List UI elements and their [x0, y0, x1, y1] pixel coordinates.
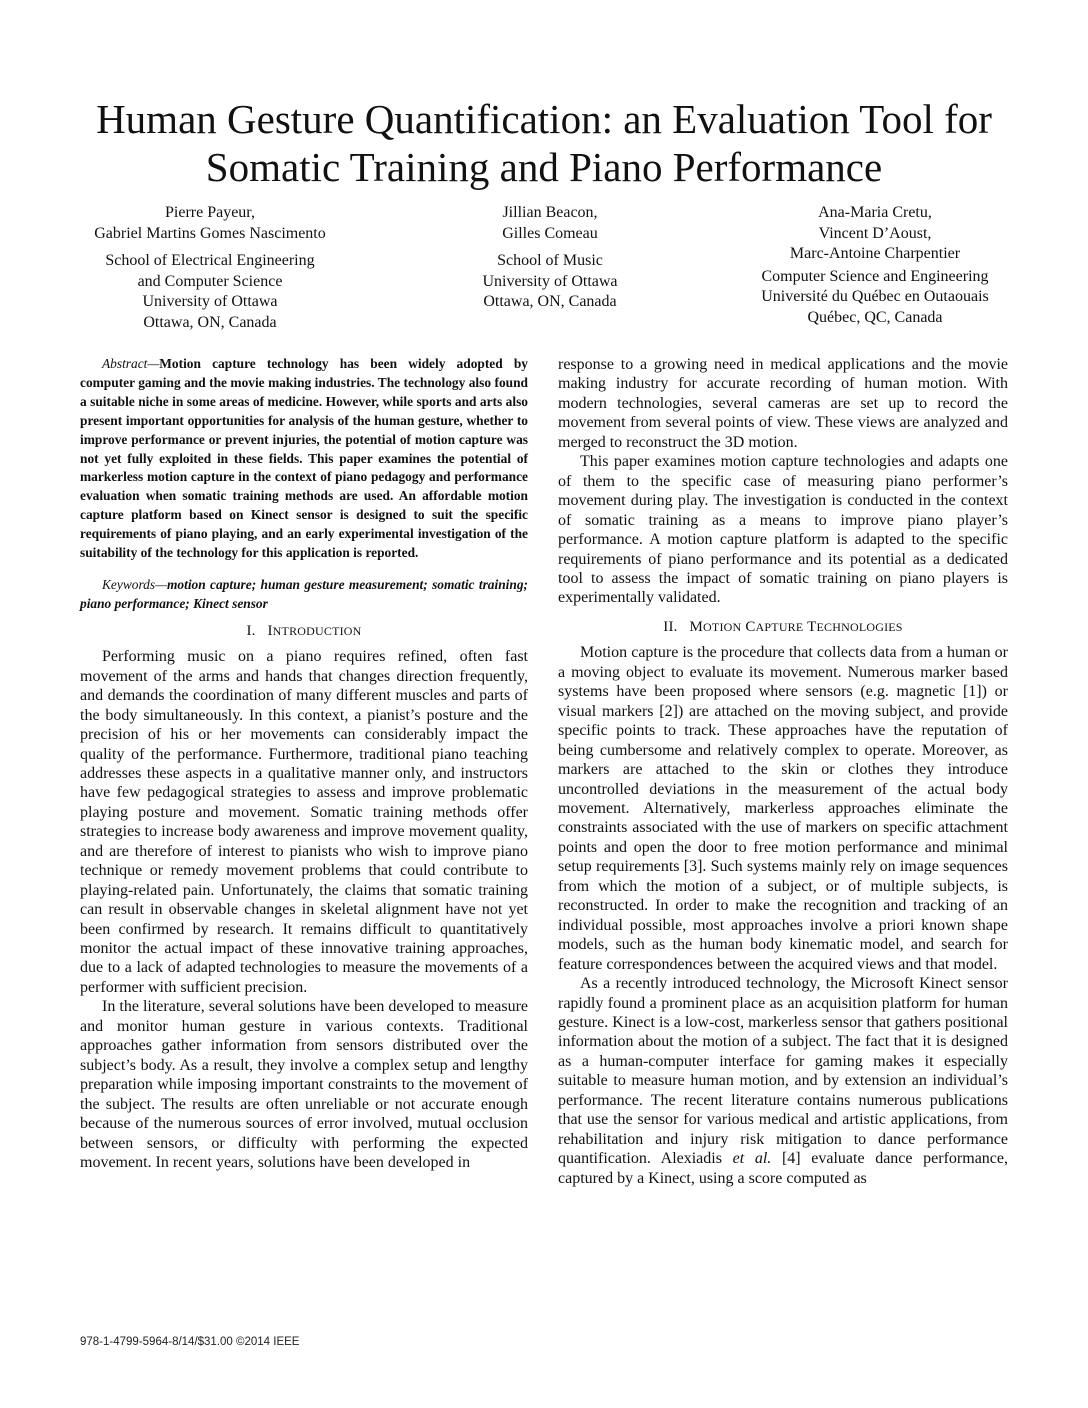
author-name: Marc-Antoine Charpentier	[789, 245, 961, 262]
section-title-rest: APTURE	[755, 619, 804, 634]
author-name: Ana-Maria Cretu,	[818, 204, 932, 221]
body-paragraph: This paper examines motion capture technologies and adapts one of them to the specific case of measuring piano performer’s movement during play. The investigation is conducted in the context of somatic training as a means to improve piano player’s performance. A motion capture platform is adapted to the specific requirements of piano performance and its potential as a dedicated tool to assess the impact of somatic training on piano players is experimentally validated.	[558, 453, 1008, 607]
affiliation-line: and Computer Science	[137, 272, 283, 290]
body-paragraph: In the literature, several solutions have been developed to measure and monitor human gesture in various contexts. Traditional approaches gather information from sensors distributed over the subject’s body. As a result, they involve a complex setup and lengthy preparation while imposing important constraints to the movement of the subject. The results are often unreliable or not accurate enough because of the numerous sources of error involved, mutual occlusion between sensors, or difficulty with performing the expected movement. In recent years, solutions have been developed in	[80, 998, 528, 1172]
section-heading	[80, 622, 528, 641]
section-title-rest: OTION	[703, 619, 742, 634]
body-paragraph: Motion capture is the procedure that collects data from a human or a moving object to evaluate its movement. Numerous marker based systems have been proposed where sensors (e.g. magnetic [1]) or visual markers [2]) are attached on the moving subject, and provide specific points to track. These approaches have the reputation of being cumbersome and relatively complex to operate. Moreover, as markers are attached to the skin or clothes they introduce uncontrolled deviations in the measurement of the actual body movement. Alternatively, markerless approaches eliminate the constraints associated with the use of markers on specific attachment points and open the door to free motion performance and minimal setup requirements [3]. Such systems mainly rely on image sequences from which the motion of a subject, or of multiple subjects, is reconstructed. In order to make the recognition and tracking of an individual possible, most approaches involve a priori known shape models, such as the human body kinematic model, and search for feature correspondences between the acquired views and that model.	[558, 644, 1008, 973]
body-paragraph: Performing music on a piano requires refined, often fast movement of the arms and hands that changes direction frequently, and demands the coordination of many different muscles and parts of the body simultaneously. In this context, a pianist’s posture and the precision of his or her movements can considerably impact the quality of the performance. Furthermore, traditional piano teaching addresses these aspects in a qualitative manner only, and instructors have few pedagogical strategies to assess and improve problematic playing posture and movement. Somatic training methods offer strategies to increase body awareness and improve movement quality, and are therefore of interest to pianists who wish to improve piano technique or remedy movement problems that could contribute to playing-related pain. Unfortunately, the claims that somatic training can result in observable changes in skeletal alignment have not yet been confirmed by research. It remains difficult to quantitatively monitor the actual impact of these innovative training approaches, due to a lack of adapted technologies to measure the movements of a performer with sufficient precision.	[80, 648, 528, 996]
section-heading	[558, 618, 1008, 637]
section-title-rest: NTRODUCTION	[272, 623, 362, 638]
section-title-initial: M	[689, 618, 704, 635]
abstract	[80, 355, 528, 563]
paragraph-text: As a recently introduced technology, the Microsoft Kinect sensor rapidly found a prominent place as an acquisition platform for human gesture. Kinect is a low-cost, markerless sensor that gathers positional information about the motion of a subject. The fact that it is designed as a human-computer interface for gaming makes it especially suitable to measure human motion, and by extension an individual’s performance. The recent literature contains numerous publications that use the sensor for various medical and artistic applications, from rehabilitation and injury risk mitigation to dance performance quantification. Alexiadis	[558, 975, 1008, 1168]
author-names	[60, 203, 360, 244]
author-names	[720, 203, 1030, 265]
author-name: Jillian Beacon,	[502, 204, 598, 221]
section-numeral: II.	[663, 618, 678, 635]
author-block	[420, 203, 680, 313]
copyright-footer: 978-1-4799-5964-8/14/$31.00 ©2014 IEEE	[80, 1336, 300, 1348]
affiliation-line: School of Music	[497, 252, 603, 269]
author-affiliation	[720, 267, 1030, 329]
author-block	[720, 203, 1030, 328]
author-list	[0, 203, 1088, 343]
section-title-initial: I	[267, 622, 273, 639]
author-names	[420, 203, 680, 244]
body-paragraph	[558, 974, 1008, 1188]
affiliation-line: Québec, QC, Canada	[807, 308, 943, 326]
paragraph-text: [4] evaluate dance performance, captured by a Kinect, using a score computed as	[558, 1150, 1009, 1187]
affiliation-line: Computer Science and Engineering	[761, 267, 989, 285]
left-column	[80, 355, 528, 1172]
keywords	[80, 576, 528, 614]
keywords-lead: Keywords—	[102, 576, 167, 592]
section-numeral: I.	[246, 622, 256, 639]
abstract-text: Motion capture technology has been widely adopted by computer gaming and the movie making industries. The technology also found a suitable niche in some areas of medicine. However, while sports and arts also present important opportunities for analysis of the human gesture, whether to improve performance or prevent injuries, the potential of motion capture was not yet fully exploited in these fields. This paper examines the potential of markerless motion capture in the context of piano pedagogy and performance evaluation when somatic training methods are used. An affordable motion capture platform based on Kinect sensor is designed to suit the specific requirements of piano playing, and an early experimental investigation of the suitability of the technology for this application is reported.	[80, 356, 528, 561]
paper-title: Human Gesture Quantification: an Evaluation Tool for Somatic Training and Piano Performance	[96, 96, 992, 190]
author-name: Vincent D’Aoust,	[818, 224, 932, 242]
citation-etal: et al.	[732, 1150, 772, 1168]
body-paragraph: response to a growing need in medical applications and the movie making industry for accurate recording of human motion. With modern technologies, several cameras are set up to record the movement from several points of view. These views are analyzed and merged to reconstruct the 3D motion.	[558, 356, 1008, 451]
author-block	[60, 203, 360, 333]
author-affiliation	[420, 251, 680, 313]
affiliation-line: Université du Québec en Outaouais	[761, 288, 989, 305]
keywords-text: motion capture; human gesture measurement; somatic training; piano performance; Kinect sensor	[80, 576, 528, 611]
author-affiliation	[60, 251, 360, 333]
author-name: Pierre Payeur,	[165, 204, 255, 221]
abstract-lead: Abstract—	[102, 356, 160, 371]
section-title-initial: T	[807, 618, 817, 635]
affiliation-line: Ottawa, ON, Canada	[483, 293, 617, 310]
author-name: Gilles Comeau	[502, 224, 598, 242]
affiliation-line: University of Ottawa	[142, 293, 278, 310]
section-title-rest: ECHNOLOGIES	[816, 619, 903, 634]
section-title-initial: C	[745, 618, 756, 635]
affiliation-line: University of Ottawa	[482, 272, 618, 290]
author-name: Gabriel Martins Gomes Nascimento	[94, 224, 326, 242]
affiliation-line: Ottawa, ON, Canada	[143, 313, 277, 331]
right-column	[558, 355, 1008, 1188]
affiliation-line: School of Electrical Engineering	[105, 252, 315, 269]
